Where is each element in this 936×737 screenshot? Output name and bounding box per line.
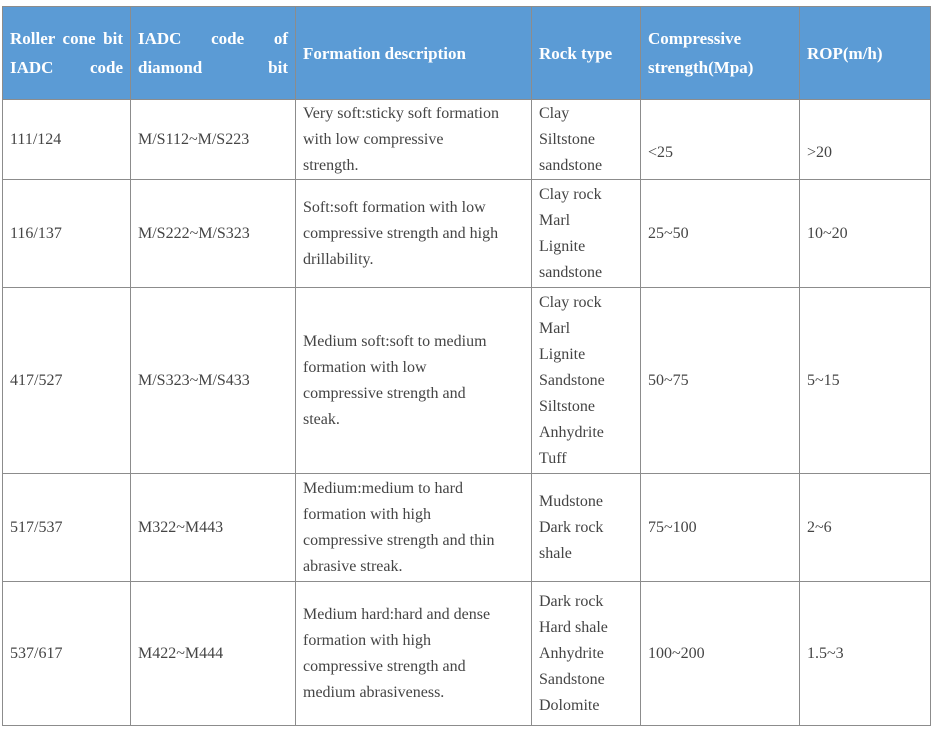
compressive-strength-cell: 75~100 [641, 474, 800, 582]
header-row [3, 7, 931, 100]
rop-cell: 1.5~3 [800, 582, 931, 726]
header-text: IADC code [10, 58, 123, 77]
formation-line: Medium:medium to hard [303, 479, 463, 497]
compressive-strength-cell: 100~200 [641, 582, 800, 726]
table-body [3, 100, 931, 726]
diamond-code-cell: M/S112~M/S223 [131, 100, 296, 180]
rock-type-item: Siltstone [539, 397, 596, 415]
roller-cone-code-cell: 417/527 [3, 288, 131, 474]
formation-line: abrasive streak. [303, 557, 403, 575]
rock-type-item: Dark rock [539, 518, 604, 536]
header-text: bit [103, 29, 123, 48]
rock-type-cell [532, 100, 641, 180]
formation-line: strength. [303, 156, 359, 174]
diamond-code-cell: M322~M443 [131, 474, 296, 582]
header-text: Compressive [648, 29, 742, 48]
formation-line: compressive strength and [303, 657, 466, 675]
rock-type-item: Lignite [539, 237, 586, 255]
rop-cell: 2~6 [800, 474, 931, 582]
header-formation-description [296, 7, 532, 100]
rock-type-cell [532, 288, 641, 474]
formation-description-cell [296, 474, 532, 582]
formation-line: compressive strength and thin [303, 531, 495, 549]
diamond-code-cell: M422~M444 [131, 582, 296, 726]
table-row [3, 474, 931, 582]
roller-cone-code-cell: 517/537 [3, 474, 131, 582]
rock-type-item: Anhydrite [539, 644, 604, 662]
rock-type-item: Siltstone [539, 130, 596, 148]
header-rop [800, 7, 931, 100]
formation-line: medium abrasiveness. [303, 683, 445, 701]
formation-line: formation with high [303, 631, 431, 649]
rock-type-item: Clay rock [539, 293, 602, 311]
roller-cone-code-cell: 111/124 [3, 100, 131, 180]
rock-type-item: Anhydrite [539, 423, 604, 441]
formation-line: Soft:soft formation with low [303, 198, 486, 216]
formation-line: compressive strength and [303, 384, 466, 402]
rock-type-item: Dark rock [539, 592, 604, 610]
formation-line: steak. [303, 410, 340, 428]
rock-type-item: Clay rock [539, 185, 602, 203]
header-text: strength(Mpa) [648, 58, 754, 77]
rock-type-item: Marl [539, 211, 571, 229]
rock-type-cell [532, 474, 641, 582]
formation-description-cell [296, 288, 532, 474]
formation-line: Medium soft:soft to medium [303, 332, 487, 350]
header-roller-cone-iadc [3, 7, 131, 100]
diamond-code-cell: M/S323~M/S433 [131, 288, 296, 474]
formation-line: Medium hard:hard and dense [303, 605, 491, 623]
formation-line: drillability. [303, 250, 374, 268]
header-text: diamond bit [138, 58, 288, 77]
table-row [3, 582, 931, 726]
table-row [3, 288, 931, 474]
rock-type-item: Clay [539, 104, 570, 122]
roller-cone-code-cell: 116/137 [3, 180, 131, 288]
header-compressive-strength [641, 7, 800, 100]
header-text: ROP(m/h) [807, 43, 883, 63]
rock-type-cell [532, 582, 641, 726]
header-diamond-iadc [131, 7, 296, 100]
rop-cell: >20 [800, 100, 931, 180]
compressive-strength-cell: 25~50 [641, 180, 800, 288]
rock-type-item: Dolomite [539, 696, 600, 714]
rock-type-item: sandstone [539, 156, 603, 174]
header-text: Formation description [303, 43, 466, 63]
diamond-code-cell: M/S222~M/S323 [131, 180, 296, 288]
rop-cell: 5~15 [800, 288, 931, 474]
rock-type-item: Tuff [539, 449, 567, 467]
header-rock-type [532, 7, 641, 100]
rock-type-item: sandstone [539, 263, 603, 281]
table-row [3, 100, 931, 180]
formation-description-cell [296, 100, 532, 180]
header-text: IADC code of [138, 29, 288, 48]
rock-type-item: Sandstone [539, 670, 605, 688]
compressive-strength-cell: <25 [641, 100, 800, 180]
rock-type-item: Mudstone [539, 492, 603, 510]
roller-cone-code-cell: 537/617 [3, 582, 131, 726]
rock-type-item: Lignite [539, 345, 586, 363]
drill-bit-selection-table [2, 6, 931, 726]
formation-description-cell [296, 180, 532, 288]
compressive-strength-cell: 50~75 [641, 288, 800, 474]
rock-type-item: Sandstone [539, 371, 605, 389]
rock-type-item: Marl [539, 319, 571, 337]
formation-line: compressive strength and high [303, 224, 499, 242]
rock-type-cell [532, 180, 641, 288]
rock-type-item: Hard shale [539, 618, 608, 636]
rop-cell: 10~20 [800, 180, 931, 288]
header-text: Roller cone [10, 29, 96, 48]
header-text: Rock type [539, 43, 613, 63]
formation-line: with low compressive [303, 130, 444, 148]
formation-line: formation with high [303, 505, 431, 523]
rock-type-item: shale [539, 544, 572, 562]
formation-description-cell [296, 582, 532, 726]
formation-line: Very soft:sticky soft formation [303, 104, 499, 122]
table-row [3, 180, 931, 288]
formation-line: formation with low [303, 358, 427, 376]
table-container [2, 6, 931, 726]
